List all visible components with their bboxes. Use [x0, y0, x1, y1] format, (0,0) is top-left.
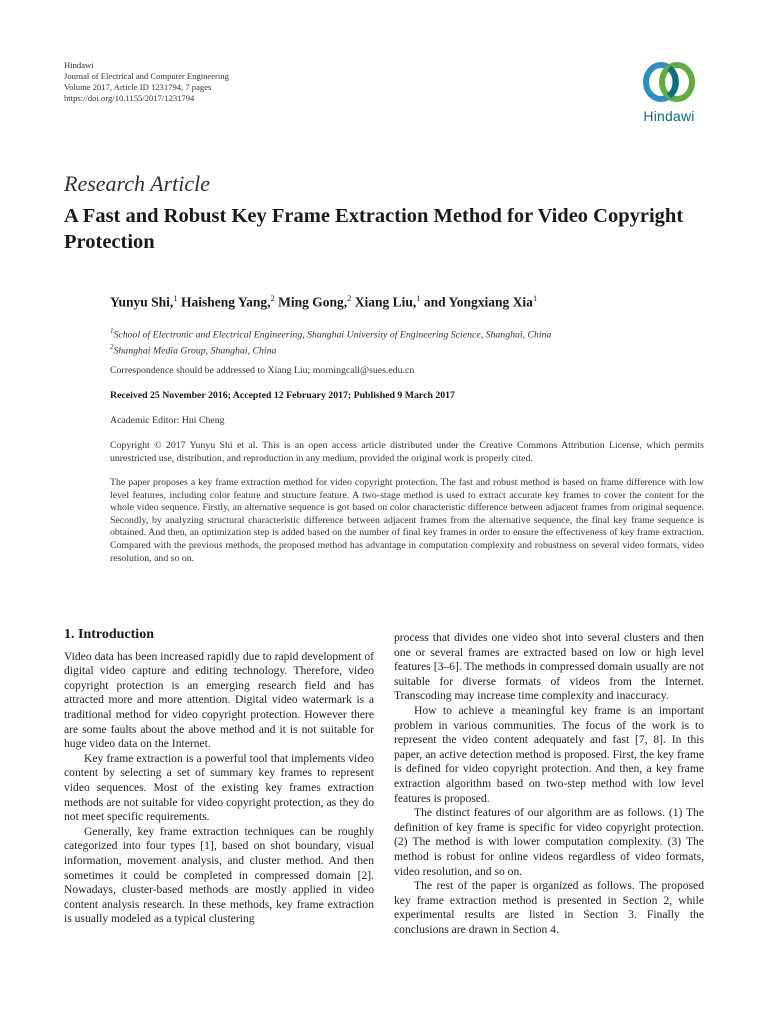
author-name: Yunyu Shi,	[110, 294, 174, 310]
paragraph: The rest of the paper is organized as follows. The proposed key frame extraction method is presented in Section 2, while experimental results are listed in Section 3. Finally the conclusions are drawn in Section 4.	[394, 879, 704, 936]
article-title: A Fast and Robust Key Frame Extraction Method for Video Copyright Protection	[64, 205, 684, 253]
author-affil-sup: 2	[347, 293, 352, 303]
author-name: Xiang Liu,	[354, 294, 417, 310]
hindawi-logo-icon	[639, 58, 699, 106]
journal-meta	[64, 60, 229, 104]
author-name: Ming Gong,	[278, 294, 348, 310]
paragraph: Key frame extraction is a powerful tool that implements video content by selecting a set of summary key frames to represent video sequences. Most of the existing key frames extraction methods are not suitable for video copyright protection, as they do not meet specific requirements.	[64, 751, 374, 824]
abstract: The paper proposes a key frame extraction method for video copyright protection. The fast and robust method is based on frame difference with low level features, including color feature and structure feature. A two-stage method is used to extract accurate key frames to cover the content for the whole video sequence. Firstly, an alternative sequence is got based on color characteristic difference between adjacent frames from original sequence. Secondly, by analyzing structural characteristic difference between adjacent frames from the alternative sequence, the final key frame sequence is obtained. And then, an optimization step is added based on the number of final key frames in order to ensure the effectiveness of key frame extraction. Compared with the previous methods, the proposed method has advantage in computation complexity and robustness on several video formats, video resolution, and so on.	[110, 477, 704, 564]
logo-text: Hindawi	[643, 108, 695, 124]
author-name: Haisheng Yang,	[180, 294, 271, 310]
paragraph: Video data has been increased rapidly due to rapid development of digital video capture and editing technology. Therefore, video copyright protection is an emerging research field and has attracted more and more attention. Digital video watermark is a traditional method for video copyright protection. However there are some faults about the above method and it is not suitable for huge video data on the Internet.	[64, 649, 374, 751]
left-column	[64, 628, 374, 927]
journal-name: Journal of Electrical and Computer Engineering	[64, 71, 229, 81]
copyright-notice: Copyright © 2017 Yunyu Shi et al. This is an open access article distributed under the Creative Commons Attribution License, which permits unrestricted use, distribution, and reproduction in any medium, provided the original work is properly cited.	[110, 440, 704, 464]
doi-link[interactable]: https://doi.org/10.1155/2017/1231794	[64, 93, 195, 103]
author-name: and Yongxiang Xia	[423, 294, 533, 310]
author-affil-sup: 1	[416, 293, 421, 303]
paragraph: Generally, key frame extraction techniques can be roughly categorized into four types [1], based on shot boundary, visual information, movement analysis, and cluster method. And then sometimes it could be completed in compressed domain [2]. Nowadays, cluster-based methods are mostly applied in video content analysis research. In these methods, key frame extraction is usually modeled as a typical clustering	[64, 824, 374, 926]
affil-sup: 1	[110, 327, 114, 335]
affil-sup: 2	[110, 343, 114, 352]
publisher-name: Hindawi	[64, 60, 94, 70]
author-affil-sup: 1	[532, 293, 538, 303]
author-affil-sup: 1	[173, 293, 178, 303]
affiliation-1	[110, 325, 551, 341]
paragraph: process that divides one video shot into several clusters and then one or several frames are extracted based on low or high level features [3–6]. The methods in compressed domain usually are not suitable for diverse formats of videos from the Internet. Transcoding may increase time complexity and inaccuracy.	[394, 631, 704, 703]
affiliations	[110, 325, 551, 358]
author-list	[110, 293, 537, 311]
paragraph: How to achieve a meaningful key frame is an important problem in various communities. The focus of the work is to represent the video content adequately and fast [7, 8]. In this paper, an active detection method is proposed. First, the key frame is defined for video copyright protection. And then, a key frame extraction algorithm based on two-step method with low level features is proposed.	[394, 703, 704, 805]
academic-editor: Academic Editor: Hui Cheng	[110, 415, 225, 426]
affil-text: School of Electronic and Electrical Engineering, Shanghai University of Engineering Science, Shanghai, China	[113, 329, 552, 341]
right-column	[394, 631, 704, 937]
affiliation-2	[110, 341, 551, 357]
author-affil-sup: 2	[270, 293, 275, 303]
volume-line: Volume 2017, Article ID 1231794, 7 pages	[64, 82, 212, 92]
article-type: Research Article	[64, 171, 211, 196]
publication-dates: Received 25 November 2016; Accepted 12 February 2017; Published 9 March 2017	[110, 390, 455, 401]
section-heading-introduction: 1. Introduction	[64, 627, 154, 642]
affil-text: Shanghai Media Group, Shanghai, China	[113, 345, 277, 357]
correspondence: Correspondence should be addressed to Xiang Liu; morningcall@sues.edu.cn	[110, 365, 415, 376]
paragraph: The distinct features of our algorithm are as follows. (1) The definition of key frame is specific for video copyright protection. (2) The method is with lower computation complexity. (3) The method is robust for online videos regardless of video formats, video resolution, and so on.	[394, 806, 704, 878]
hindawi-logo	[628, 58, 710, 124]
